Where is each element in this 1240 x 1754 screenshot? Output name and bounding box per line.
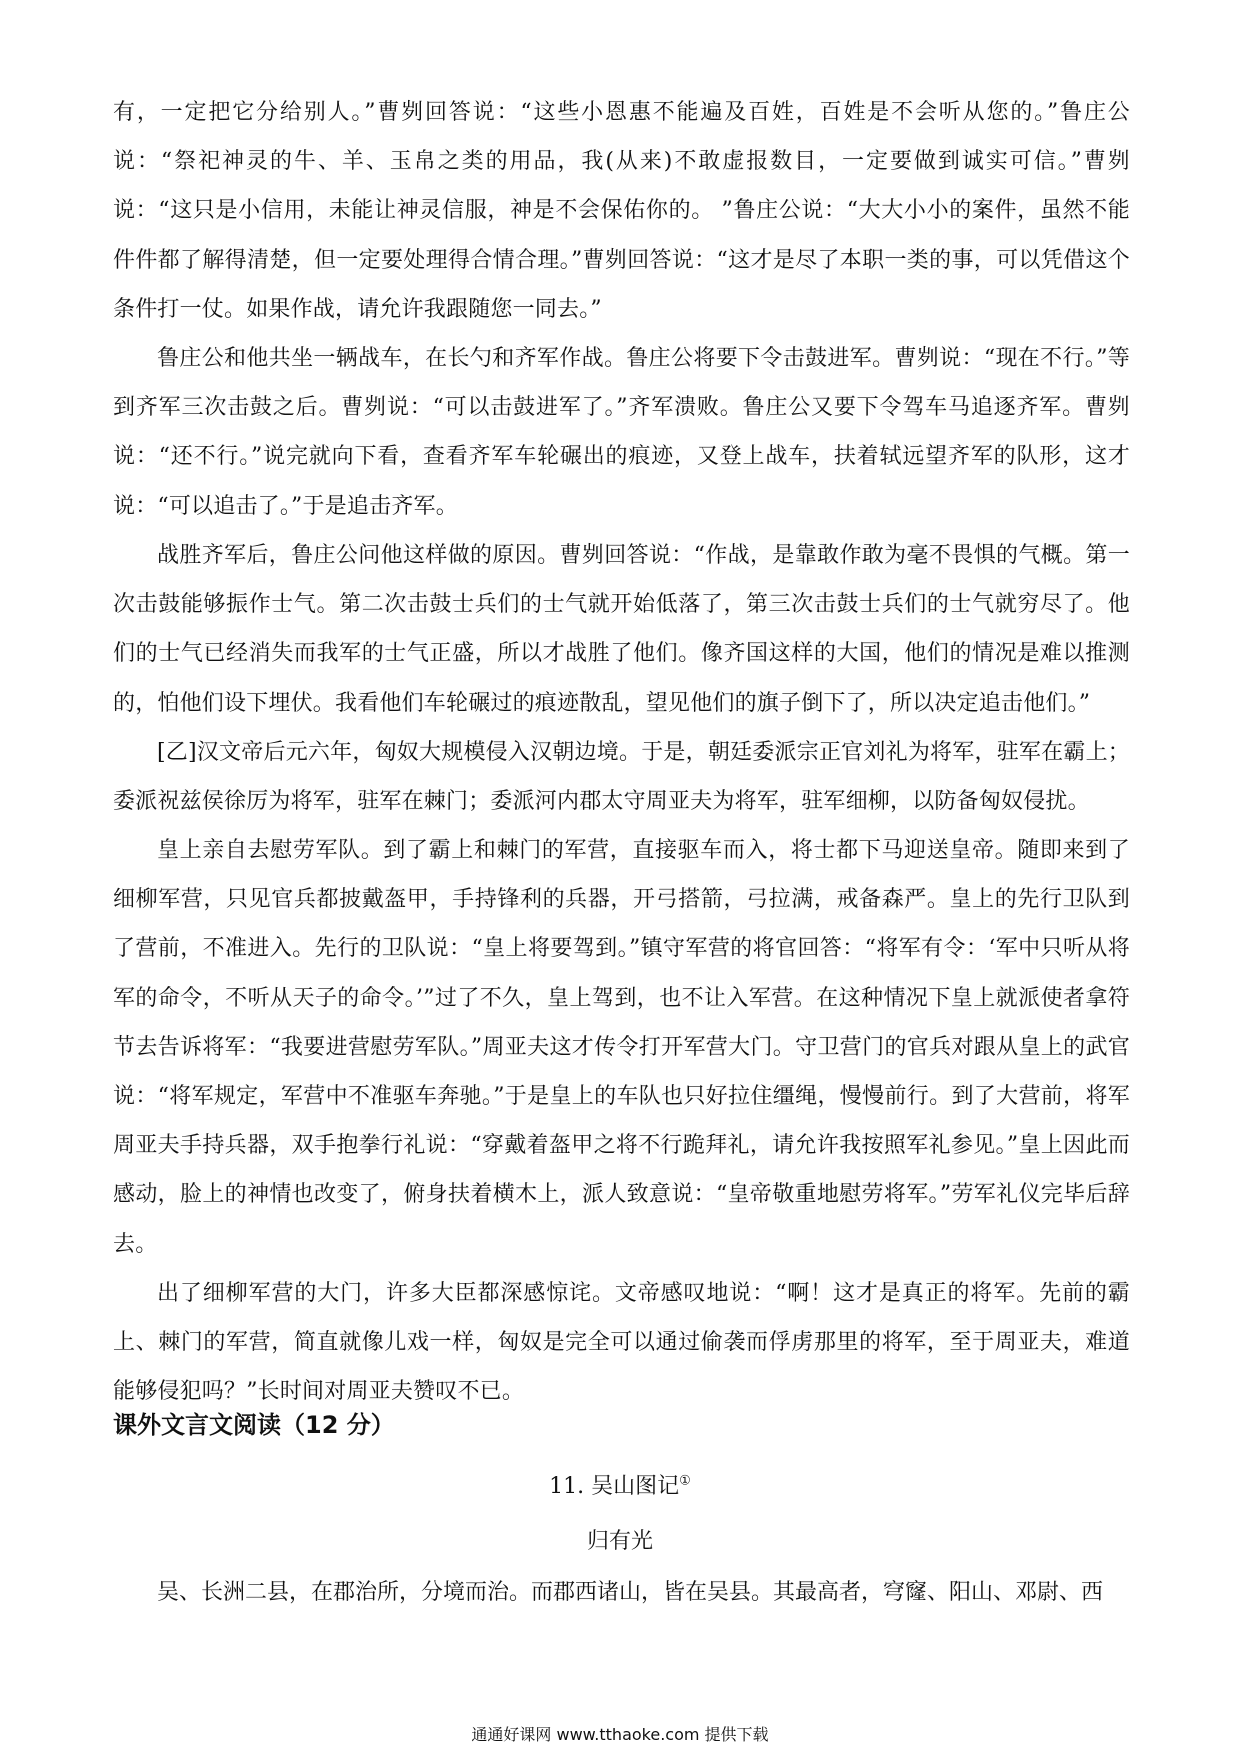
passage-author: 归有光 (586, 1529, 653, 1554)
paragraph-3: 战胜齐军后，鲁庄公问他这样做的原因。曹刿回答说：“作战，是靠敢作敢为毫不畏惧的气概。第一次击鼓能够振作士气。第二次击鼓士兵们的士气就开始低落了，第三次击鼓士兵们的士气就穷尽了。他们的士气已经消失而我军的士气正盛，所以才战胜了他们。像齐国这样的大国，他们的情况是难以推测的，怕他们设下埋伏。我看他们车轮碾过的痕迹散乱，望见他们的旗子倒下了，所以决定追击他们。” (113, 543, 1130, 716)
paragraph-1: 有，一定把它分给别人。”曹刿回答说：“这些小恩惠不能遍及百姓，百姓是不会听从您的。”鲁庄公说：“祭祀神灵的牛、羊、玉帛之类的用品，我(从来)不敢虚报数目，一定要做到诚实可信。”曹刿说：“这只是小信用，未能让神灵信服，神是不会保佑你的。 ”鲁庄公说：“大大小小的案件，虽然不能件件都了解得清楚，但一定要处理得合情合理。”曹刿回答说：“这才是尽了本职一类的事，可以凭借这个条件打一仗。如果作战，请允许我跟随您一同去。” (113, 100, 1130, 322)
paragraph-6: 出了细柳军营的大门，许多大臣都深感惊诧。文帝感叹地说：“啊！这才是真正的将军。先前的霸上、棘门的军营，简直就像儿戏一样，匈奴是完全可以通过偷袭而俘虏那里的将军，至于周亚夫，难道能够侵犯吗？”长时间对周亚夫赞叹不已。 (113, 1281, 1130, 1405)
paragraph-5: 皇上亲自去慰劳军队。到了霸上和棘门的军营，直接驱车而入，将士都下马迎送皇帝。随即来到了细柳军营，只见官兵都披戴盔甲，手持锋利的兵器，开弓搭箭，弓拉满，戒备森严。皇上的先行卫队到了营前，不准进入。先行的卫队说：“皇上将要驾到。”镇守军营的将官回答：“将军有令：‘军中只听从将军的命令，不听从天子的命令。’”过了不久，皇上驾到，也不让入军营。在这种情况下皇上就派使者拿符节去告诉将军：“我要进营慰劳军队。”周亚夫这才传令打开军营大门。守卫营门的官兵对跟从皇上的武官说：“将军规定，军营中不准驱车奔驰。”于是皇上的车队也只好拉住缰绳，慢慢前行。到了大营前，将军周亚夫手持兵器，双手抱拳行礼说：“穿戴着盔甲之将不行跪拜礼，请允许我按照军礼参见。”皇上因此而感动，脸上的神情也改变了，俯身扶着横木上，派人致意说：“皇帝敬重地慰劳将军。”劳军礼仪完毕后辞去。 (113, 838, 1130, 1257)
passage-title (0, 1469, 1240, 1500)
paragraph-4: [乙]汉文帝后元六年，匈奴大规模侵入汉朝边境。于是，朝廷委派宗正官刘礼为将军，驻军在霸上；委派祝兹侯徐厉为将军，驻军在棘门；委派河内郡太守周亚夫为将军，驻军细柳，以防备匈奴侵扰。 (113, 740, 1130, 815)
page-footer: 通通好课网 www.tthaoke.com 提供下载 (471, 1725, 769, 1744)
passage-first-line: 吴、长洲二县，在郡治所，分境而治。而郡西诸山，皆在吴县。其最高者，穹窿、阳山、邓尉、西 (157, 1580, 1104, 1605)
section-heading: 课外文言文阅读（12 分） (113, 1411, 395, 1439)
passage-title-text: 11. 吴山图记 (549, 1474, 680, 1499)
footnote-mark: ① (679, 1473, 691, 1489)
paragraph-2: 鲁庄公和他共坐一辆战车，在长勺和齐军作战。鲁庄公将要下令击鼓进军。曹刿说：“现在不行。”等到齐军三次击鼓之后。曹刿说：“可以击鼓进军了。”齐军溃败。鲁庄公又要下令驾车马追逐齐军。曹刿说：“还不行。”说完就向下看，查看齐军车轮碾出的痕迹，又登上战车，扶着轼远望齐军的队形，这才说：“可以追击了。”于是追击齐军。 (113, 346, 1130, 519)
